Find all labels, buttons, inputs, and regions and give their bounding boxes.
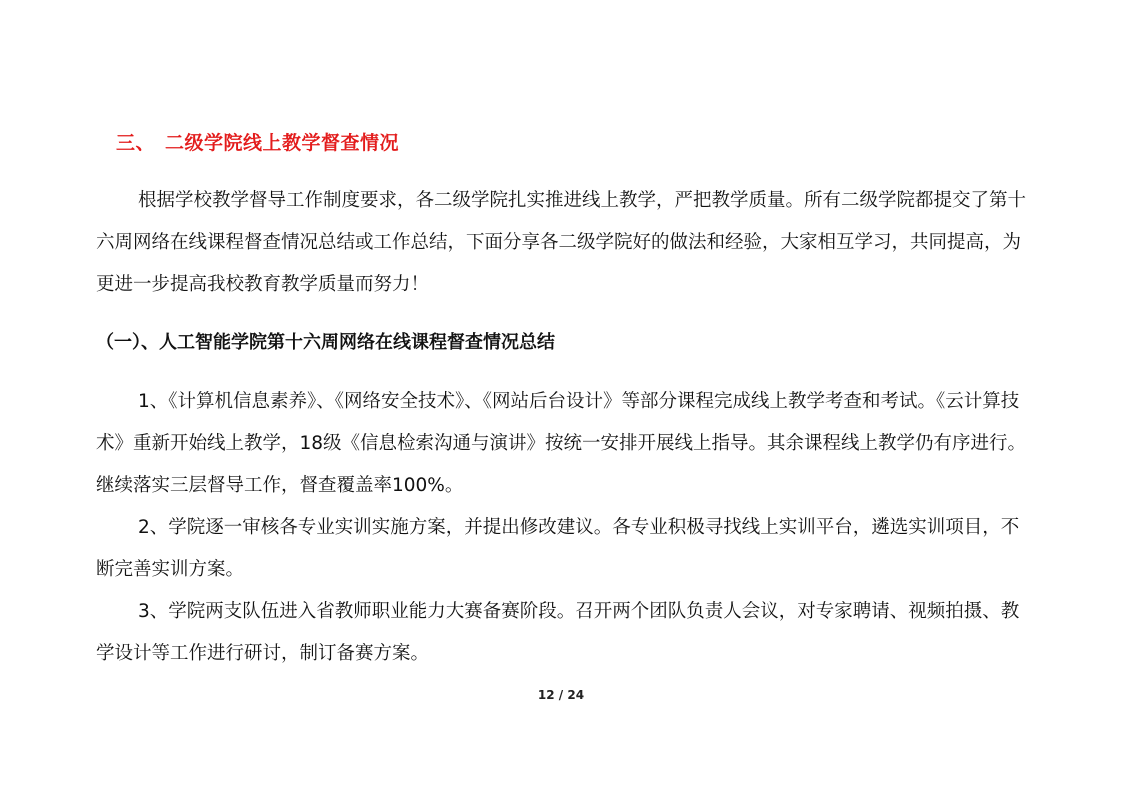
- page-number: 12 / 24: [537, 688, 585, 702]
- subsection-heading: （一）、人工智能学院第十六周网络在线课程督查情况总结: [96, 332, 555, 353]
- list-item: 3、学院两支队伍进入省教师职业能力大赛备赛阶段。召开两个团队负责人会议，对专家聘请、视频拍摄、教学设计等工作进行研讨，制订备赛方案。: [96, 601, 1020, 664]
- list-item: 2、学院逐一审核各专业实训实施方案，并提出修改建议。各专业积极寻找线上实训平台，遴选实训项目，不断完善实训方案。: [96, 517, 1020, 580]
- intro-paragraph: 根据学校教学督导工作制度要求，各二级学院扎实推进线上教学，严把教学质量。所有二级学院都提交了第十六周网络在线课程督查情况总结或工作总结，下面分享各二级学院好的做法和经验，大家相互学习，共同提高，为更进一步提高我校教育教学质量而努力！: [96, 190, 1027, 295]
- section-number: 三、: [116, 132, 156, 154]
- section-title: 二级学院线上教学督查情况: [165, 132, 400, 154]
- section-heading: [116, 128, 399, 155]
- list-item: 1、《计算机信息素养》、《网络安全技术》、《网站后台设计》等部分课程完成线上教学考查和考试。《云计算技术》重新开始线上教学，18级《信息检索沟通与演讲》按统一安排开展线上指导。其余课程线上教学仍有序进行。继续落实三层督导工作，督查覆盖率100%。: [96, 391, 1027, 496]
